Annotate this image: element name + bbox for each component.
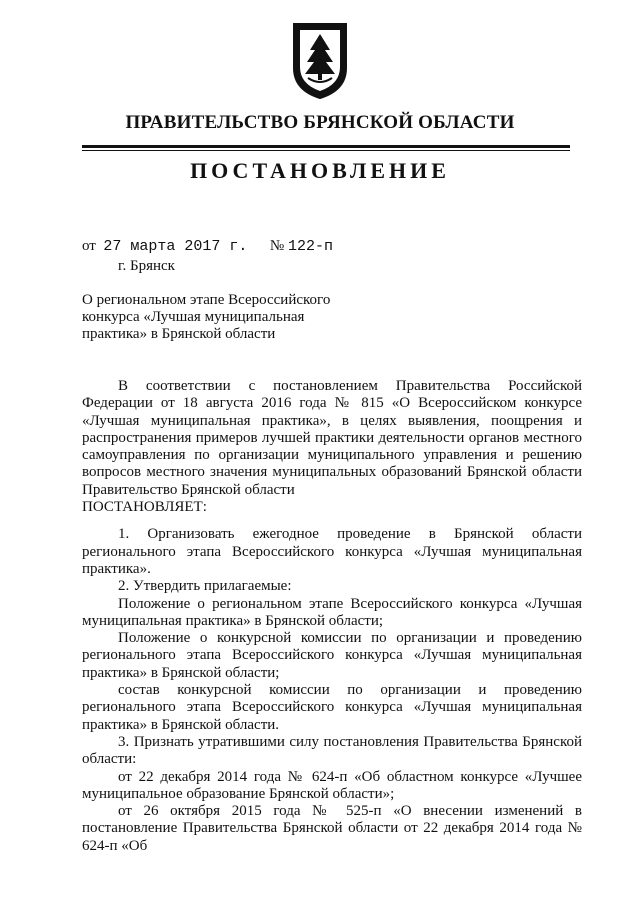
paragraph-item-3: 3. Признать утратившими силу постановления Правительства Брянской области: <box>82 733 582 768</box>
document-city: г. Брянск <box>118 258 175 274</box>
paragraph-item-2-c: состав конкурсной комиссии по организации и проведению регионального этапа Всероссийского конкурса «Лучшая муниципальная практика» в Брянской области. <box>82 682 582 733</box>
paragraph-item-3-a: от 22 декабря 2014 года № 624-п «Об областном конкурсе «Лучшее муниципальное образование Брянской области»; <box>82 768 582 802</box>
header-rule-thin <box>82 150 570 151</box>
date-number-line <box>82 238 333 255</box>
paragraph-resolves: ПОСТАНОВЛЯЕТ: <box>82 499 207 516</box>
document-body <box>82 378 582 855</box>
document-number: 122-п <box>287 238 333 255</box>
paragraph-item-1: 1. Организовать ежегодное проведение в Брянской области регионального этапа Всероссийского конкурса «Лучшая муниципальная практика». <box>82 526 582 577</box>
number-prefix: № <box>269 238 285 254</box>
document-date: 27 марта 2017 г. <box>103 238 248 255</box>
date-prefix: от <box>82 238 96 254</box>
paragraph-preamble: В соответствии с постановлением Правительства Российской Федерации от 18 августа 2016 года № 815 «О Всероссийском конкурсе «Лучшая муниципальная практика», в целях выявления, поощрения и распространения примеров лучшей практики деятельности органов местного самоуправления по организации муниципального управления и решению вопросов местного значения муниципальных образований Брянской области Правительство Брянской области <box>82 378 582 498</box>
paragraph-item-2-a: Положение о региональном этапе Всероссийского конкурса «Лучшая муниципальная практика» в Брянской области; <box>82 595 582 629</box>
header-rule-thick <box>82 145 570 148</box>
paragraph-item-2: 2. Утвердить прилагаемые: <box>118 578 292 595</box>
document-type-title: ПОСТАНОВЛЕНИЕ <box>190 158 450 183</box>
paragraph-item-2-b: Положение о конкурсной комиссии по организации и проведению регионального этапа Всероссийского конкурса «Лучшая муниципальная практика» в Брянской области; <box>82 630 582 681</box>
document-subject: О региональном этапе Всероссийского конкурса «Лучшая муниципальная практика» в Брянской области <box>82 292 331 342</box>
paragraph-item-3-b: от 26 октября 2015 года № 525-п «О внесении изменений в постановление Правительства Брянской области от 22 декабря 2014 года № 624-п «Об <box>82 803 582 854</box>
organization-name: ПРАВИТЕЛЬСТВО БРЯНСКОЙ ОБЛАСТИ <box>125 112 515 133</box>
coat-of-arms-icon <box>290 20 350 100</box>
